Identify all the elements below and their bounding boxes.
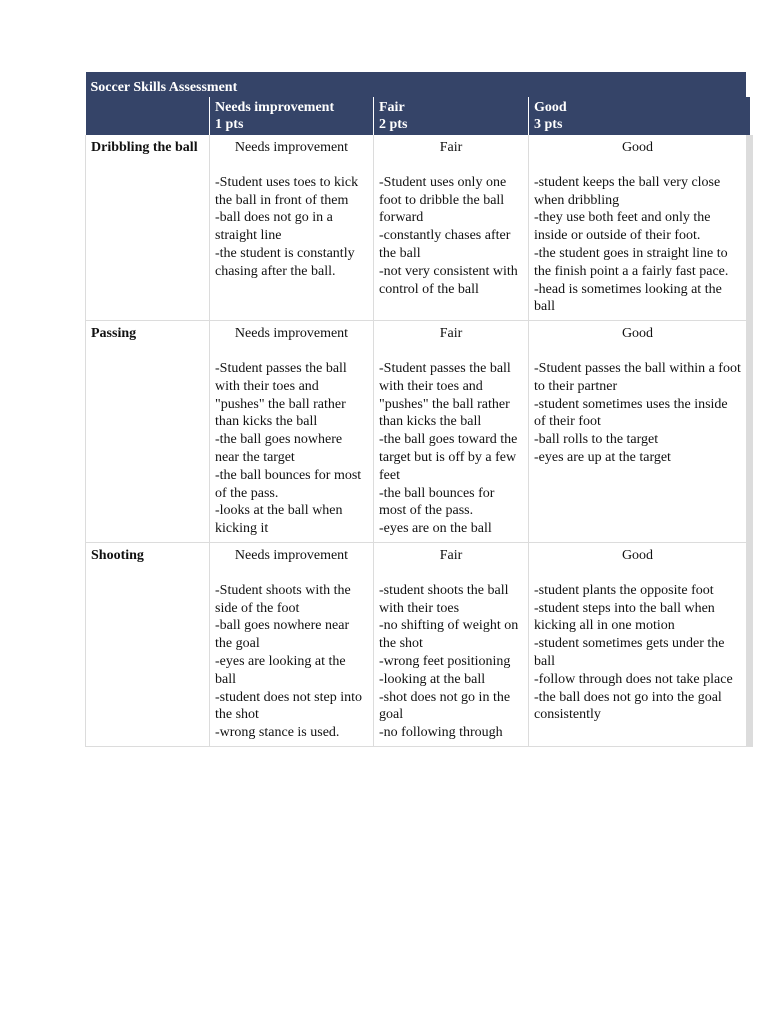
table-title: Soccer Skills Assessment: [86, 72, 750, 97]
cell-description-line: -Student shoots with the side of the foot: [215, 582, 351, 616]
cell-description-line: -the ball goes toward the target but is off by a few feet: [379, 432, 518, 483]
cell-description-line: -the student is constantly chasing after the ball.: [215, 245, 355, 279]
rubric-row-dribbling-the-ball: [86, 135, 750, 321]
rubric-body: [86, 135, 750, 746]
cell-description-line: -eyes are up at the target: [534, 449, 671, 465]
cell-description-line: -they use both feet and only the inside or outside of their foot.: [534, 210, 711, 244]
cell-level-name: Needs improvement: [234, 140, 349, 155]
cell-description-line: -head is sometimes looking at the ball: [534, 281, 722, 315]
cell-description-line: -constantly chases after the ball: [379, 228, 511, 261]
rubric-cell-good: [529, 321, 750, 543]
cell-description-line: -student does not step into the shot: [215, 689, 362, 723]
rubric-cell-fair: [374, 542, 529, 746]
criterion-label: Passing: [86, 321, 210, 543]
cell-description-line: -looking at the ball: [379, 671, 486, 687]
rubric-cell-good: [529, 542, 750, 746]
header-criterion: [86, 97, 210, 135]
cell-level-name: Fair: [439, 140, 463, 155]
title-row: [86, 72, 750, 97]
rubric-cell-needs-improvement: [210, 135, 374, 321]
cell-level-name: Needs improvement: [234, 326, 349, 342]
cell-description-line: -Student passes the ball with their toes and "pushes" the ball rather than kicks the ball: [215, 360, 347, 430]
rubric-row-passing: [86, 321, 750, 543]
header-level-points: 1 pts: [215, 117, 244, 132]
cell-description-line: -no shifting of weight on the shot: [379, 618, 519, 652]
cell-level-name: Fair: [439, 326, 463, 342]
header-fair: [374, 97, 529, 135]
cell-description-line: -eyes are looking at the ball: [215, 653, 346, 687]
header-needs-improvement: [210, 97, 374, 135]
cell-description-line: -no following through: [379, 725, 503, 741]
header-level-name: Fair: [379, 100, 405, 115]
rubric-cell-good: [529, 135, 750, 321]
cell-description-line: -Student uses toes to kick the ball in front of them: [215, 174, 359, 208]
header-level-name: Needs improvement: [215, 100, 335, 115]
cell-level-name: Fair: [439, 547, 463, 563]
cell-description-line: -student shoots the ball with their toes: [379, 582, 509, 616]
cell-description-line: -student keeps the ball very close when dribbling: [534, 174, 721, 208]
rubric-cell-fair: [374, 321, 529, 543]
cell-description-line: -not very consistent with control of the ball: [379, 263, 518, 297]
cell-description-line: -ball rolls to the target: [534, 432, 659, 448]
cell-description-line: -shot does not go in the goal: [379, 689, 511, 723]
rubric-cell-needs-improvement: [210, 321, 374, 543]
rubric-cell-fair: [374, 135, 529, 321]
cell-description-line: -the ball bounces for most of the pass.: [379, 485, 495, 519]
cell-description-line: -the ball bounces for most of the pass.: [215, 467, 362, 501]
cell-description-line: -wrong feet positioning: [379, 653, 511, 669]
criterion-label: Dribbling the ball: [86, 135, 210, 321]
cell-description-line: -the student goes in straight line to the finish point a a fairly fast pace.: [534, 245, 729, 279]
header-level-points: 2 pts: [379, 117, 408, 132]
cell-description-line: -Student passes the ball within a foot to their partner: [534, 360, 741, 394]
cell-description-line: -eyes are on the ball: [379, 521, 492, 537]
rubric-row-shooting: [86, 542, 750, 746]
cell-level-name: Good: [621, 547, 654, 563]
cell-level-name: Needs improvement: [234, 547, 349, 563]
cell-description-line: -student sometimes gets under the ball: [534, 636, 725, 669]
cell-description-line: -student steps into the ball when kicking all in one motion: [534, 600, 715, 634]
header-level-points: 3 pts: [534, 117, 563, 132]
header-level-name: Good: [534, 100, 567, 115]
cell-level-name: Good: [621, 326, 654, 342]
cell-description-line: -student plants the opposite foot: [534, 582, 714, 598]
cell-description-line: -student sometimes uses the inside of their foot: [534, 396, 728, 430]
header-good: [529, 97, 750, 135]
criterion-label: Shooting: [86, 542, 210, 746]
cell-level-name: Good: [621, 140, 654, 155]
cell-description-line: -ball goes nowhere near the goal: [215, 618, 350, 652]
cell-description-line: -Student passes the ball with their toes and "pushes" the ball rather than kicks the ball: [379, 360, 511, 430]
header-row: [86, 97, 750, 135]
cell-description-line: -follow through does not take place: [534, 671, 733, 687]
cell-description-line: -the ball does not go into the goal consistently: [534, 689, 722, 723]
cell-description-line: -Student uses only one foot to dribble the ball forward: [379, 174, 507, 226]
cell-description-line: -ball does not go in a straight line: [215, 210, 333, 244]
cell-description-line: -wrong stance is used.: [215, 725, 340, 741]
rubric-table: [85, 72, 754, 747]
rubric-cell-needs-improvement: [210, 542, 374, 746]
cell-description-line: -looks at the ball when kicking it: [215, 503, 343, 537]
cell-description-line: -the ball goes nowhere near the target: [215, 432, 343, 465]
